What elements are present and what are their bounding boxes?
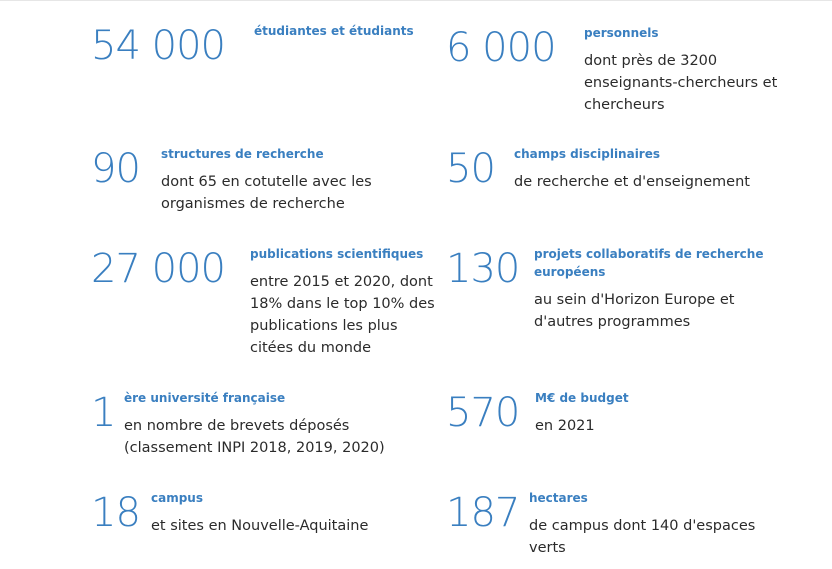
- stat-description: entre 2015 et 2020, dont 18% dans le top 10% des publications les plus citées du monde: [250, 274, 435, 356]
- stat-description: en nombre de brevets déposés (classement INPI 2018, 2019, 2020): [124, 418, 385, 456]
- stat-label: campus: [151, 491, 203, 505]
- stat-label: projets collaboratifs de recherche européens: [534, 247, 764, 279]
- stat-description: de campus dont 140 d'espaces verts: [529, 518, 756, 556]
- stat-number: 1: [91, 390, 116, 436]
- stat-campus: [91, 489, 421, 549]
- stat-staff: [446, 24, 786, 119]
- stat-number: 27 000: [91, 246, 225, 292]
- stat-number: 6 000: [446, 25, 556, 71]
- stat-number: 18: [91, 490, 140, 536]
- top-divider: [0, 0, 832, 1]
- stat-number: 130: [446, 246, 520, 292]
- stat-label: structures de recherche: [161, 147, 324, 161]
- stat-budget: [446, 389, 786, 449]
- stat-number: 54 000: [91, 23, 225, 69]
- stat-number: 187: [446, 490, 520, 536]
- stat-label: publications scientifiques: [250, 247, 424, 261]
- stat-number: 570: [446, 390, 520, 436]
- stat-description: dont 65 en cotutelle avec les organismes de recherche: [161, 174, 372, 212]
- stat-publications: [91, 245, 441, 365]
- stat-description: au sein d'Horizon Europe et d'autres programmes: [534, 292, 735, 330]
- stat-research-structures: [91, 145, 421, 225]
- stat-hectares: [446, 489, 786, 559]
- stat-disciplinary-fields: [446, 145, 786, 205]
- stat-number: 50: [446, 146, 495, 192]
- stat-description: de recherche et d'enseignement: [514, 174, 750, 190]
- stat-label: personnels: [584, 26, 659, 40]
- stat-label: M€ de budget: [535, 391, 629, 405]
- stat-label: champs disciplinaires: [514, 147, 661, 161]
- stat-european-projects: [446, 245, 786, 345]
- stat-description: dont près de 3200 enseignants-chercheurs et chercheurs: [584, 53, 778, 113]
- stat-patents: [91, 389, 421, 469]
- stat-students: [91, 22, 421, 82]
- stat-label: étudiantes et étudiants: [254, 24, 414, 38]
- stat-number: 90: [91, 146, 140, 192]
- stat-label: hectares: [529, 491, 588, 505]
- stat-description: et sites en Nouvelle-Aquitaine: [151, 518, 369, 534]
- stat-label: ère université française: [124, 391, 286, 405]
- stat-description: en 2021: [535, 418, 595, 434]
